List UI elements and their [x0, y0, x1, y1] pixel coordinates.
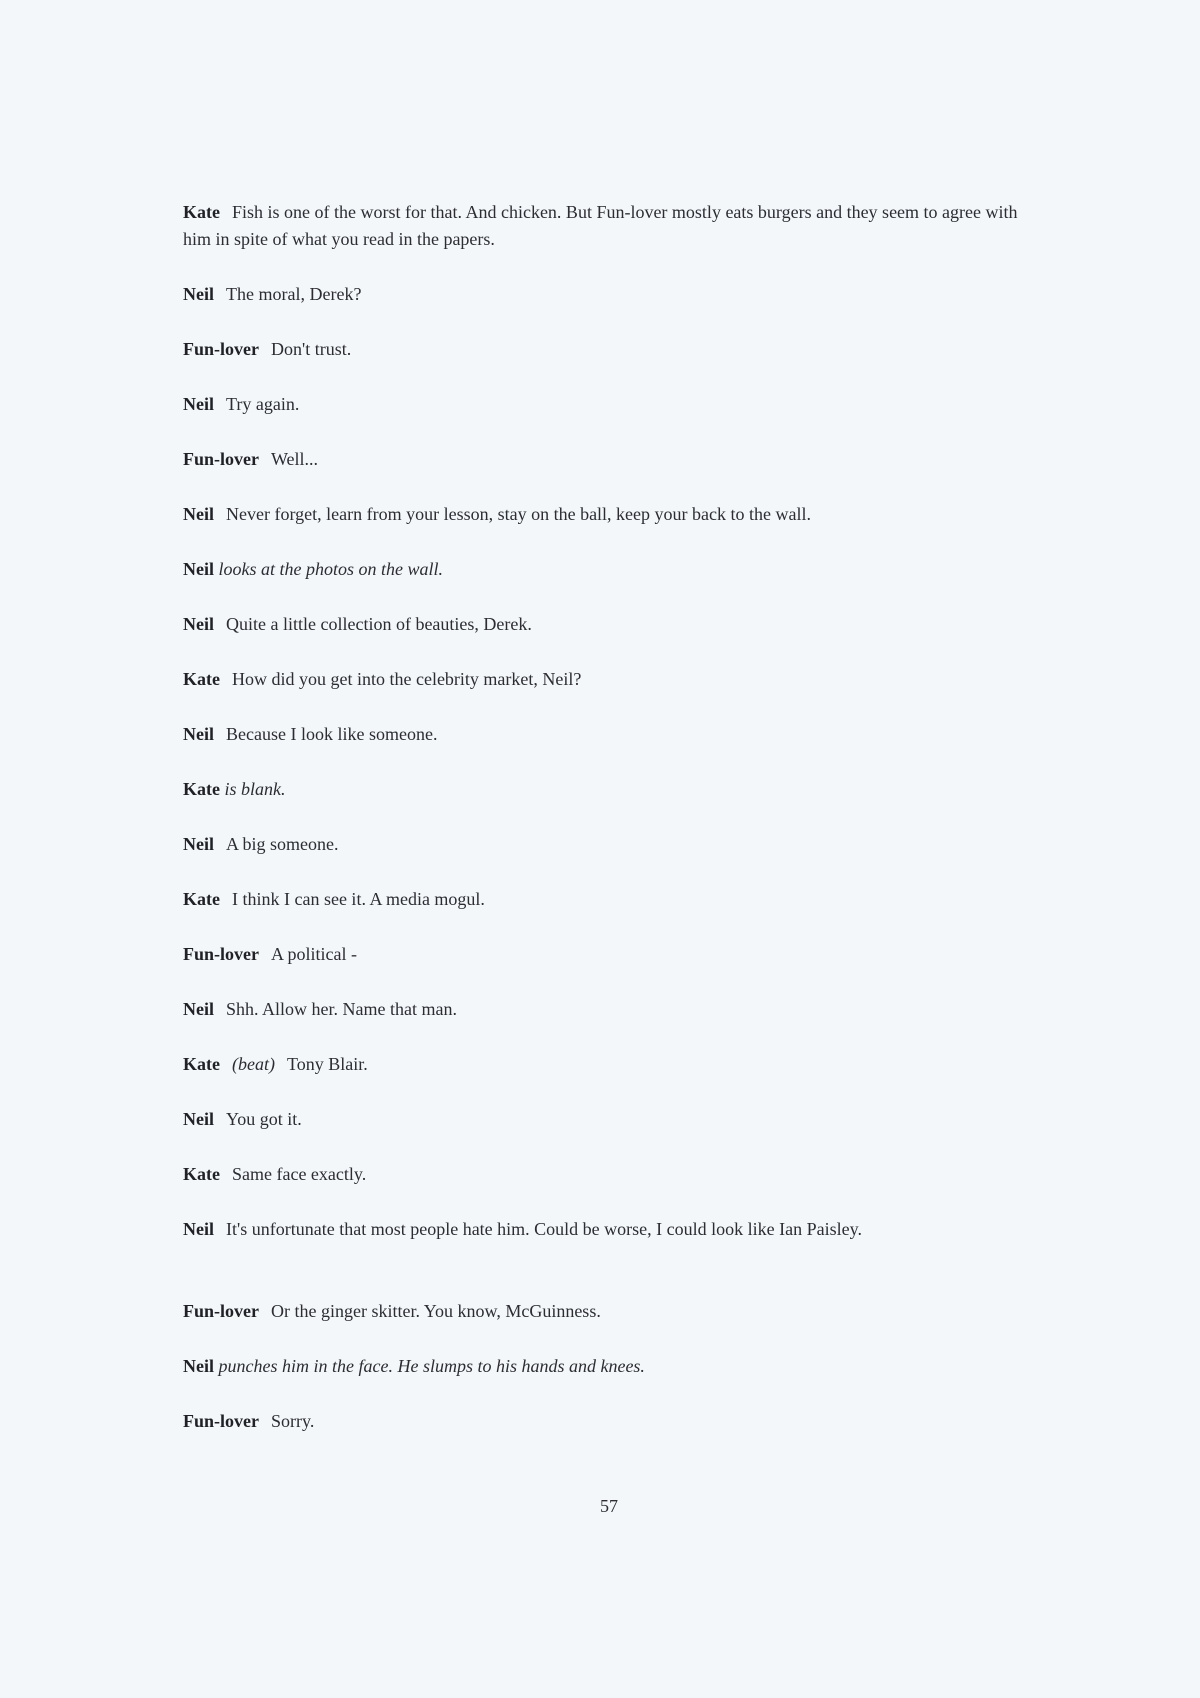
speaker-name: Neil [183, 1356, 214, 1376]
script-line [183, 1161, 1033, 1188]
speaker-name: Fun-lover [183, 339, 259, 359]
dialogue-text: Because I look like someone. [226, 724, 438, 744]
dialogue-text: Don't trust. [271, 339, 352, 359]
dialogue-text: Tony Blair. [286, 1054, 368, 1074]
dialogue-text: Never forget, learn from your lesson, stay on the ball, keep your back to the wall. [226, 504, 811, 524]
speaker-name: Kate [183, 202, 220, 222]
speaker-name: Neil [183, 724, 214, 744]
script-line [183, 996, 1033, 1023]
dialogue-text: How did you get into the celebrity market, Neil? [231, 669, 582, 689]
speaker-name: Fun-lover [183, 1411, 259, 1431]
script-line [183, 446, 1033, 473]
speaker-name: Kate [183, 889, 220, 909]
stage-direction [183, 776, 1033, 803]
dialogue-text: Try again. [226, 394, 300, 414]
speaker-name: Neil [183, 394, 214, 414]
script-line [183, 1106, 1033, 1133]
speaker-name: Neil [183, 614, 214, 634]
speaker-name: Neil [183, 1109, 214, 1129]
dialogue-text: Shh. Allow her. Name that man. [226, 999, 457, 1019]
dialogue-text: Well... [271, 449, 319, 469]
script-line [183, 1298, 1033, 1325]
dialogue-text: I think I can see it. A media mogul. [231, 889, 485, 909]
script-line [183, 1216, 1033, 1243]
direction-text: punches him in the face. He slumps to his hands and knees. [218, 1356, 645, 1376]
script-line [183, 501, 1033, 528]
script-line [183, 721, 1033, 748]
script-line [183, 941, 1033, 968]
dialogue-text: The moral, Derek? [226, 284, 362, 304]
parenthetical: (beat) [231, 1054, 275, 1074]
speaker-name: Neil [183, 834, 214, 854]
page-number: 57 [600, 1496, 618, 1516]
speaker-name: Fun-lover [183, 944, 259, 964]
script-line [183, 666, 1033, 693]
speaker-name: Neil [183, 1219, 214, 1239]
dialogue-text: A political - [271, 944, 357, 964]
dialogue-text: A big someone. [226, 834, 339, 854]
dialogue-text: Sorry. [271, 1411, 315, 1431]
stage-direction [183, 556, 1033, 583]
script-line [183, 199, 1033, 253]
stage-direction [183, 1353, 1033, 1380]
direction-text: looks at the photos on the wall. [218, 559, 443, 579]
script-line [183, 831, 1033, 858]
dialogue-text: It's unfortunate that most people hate him. Could be worse, I could look like Ian Paisley. [226, 1219, 862, 1239]
script-line [183, 281, 1033, 308]
dialogue-text: Or the ginger skitter. You know, McGuinness. [271, 1301, 601, 1321]
speaker-name: Kate [183, 1164, 220, 1184]
speaker-name: Neil [183, 559, 214, 579]
dialogue-text: Fish is one of the worst for that. And chicken. But Fun-lover mostly eats burgers and they seem to agree with him in spite of what you read in the papers. [183, 202, 1018, 249]
speaker-name: Fun-lover [183, 449, 259, 469]
script-line [183, 886, 1033, 913]
speaker-name: Neil [183, 504, 214, 524]
dialogue-text: Quite a little collection of beauties, Derek. [226, 614, 532, 634]
speaker-name: Neil [183, 999, 214, 1019]
script-line [183, 336, 1033, 363]
dialogue-text: You got it. [226, 1109, 302, 1129]
script-line [183, 1051, 1033, 1078]
speaker-name: Kate [183, 1054, 220, 1074]
dialogue-text: Same face exactly. [231, 1164, 367, 1184]
script-line [183, 391, 1033, 418]
speaker-name: Kate [183, 779, 220, 799]
speaker-name: Kate [183, 669, 220, 689]
speaker-name: Fun-lover [183, 1301, 259, 1321]
script-line [183, 611, 1033, 638]
script-line [183, 1408, 1033, 1435]
speaker-name: Neil [183, 284, 214, 304]
direction-text: is blank. [224, 779, 286, 799]
